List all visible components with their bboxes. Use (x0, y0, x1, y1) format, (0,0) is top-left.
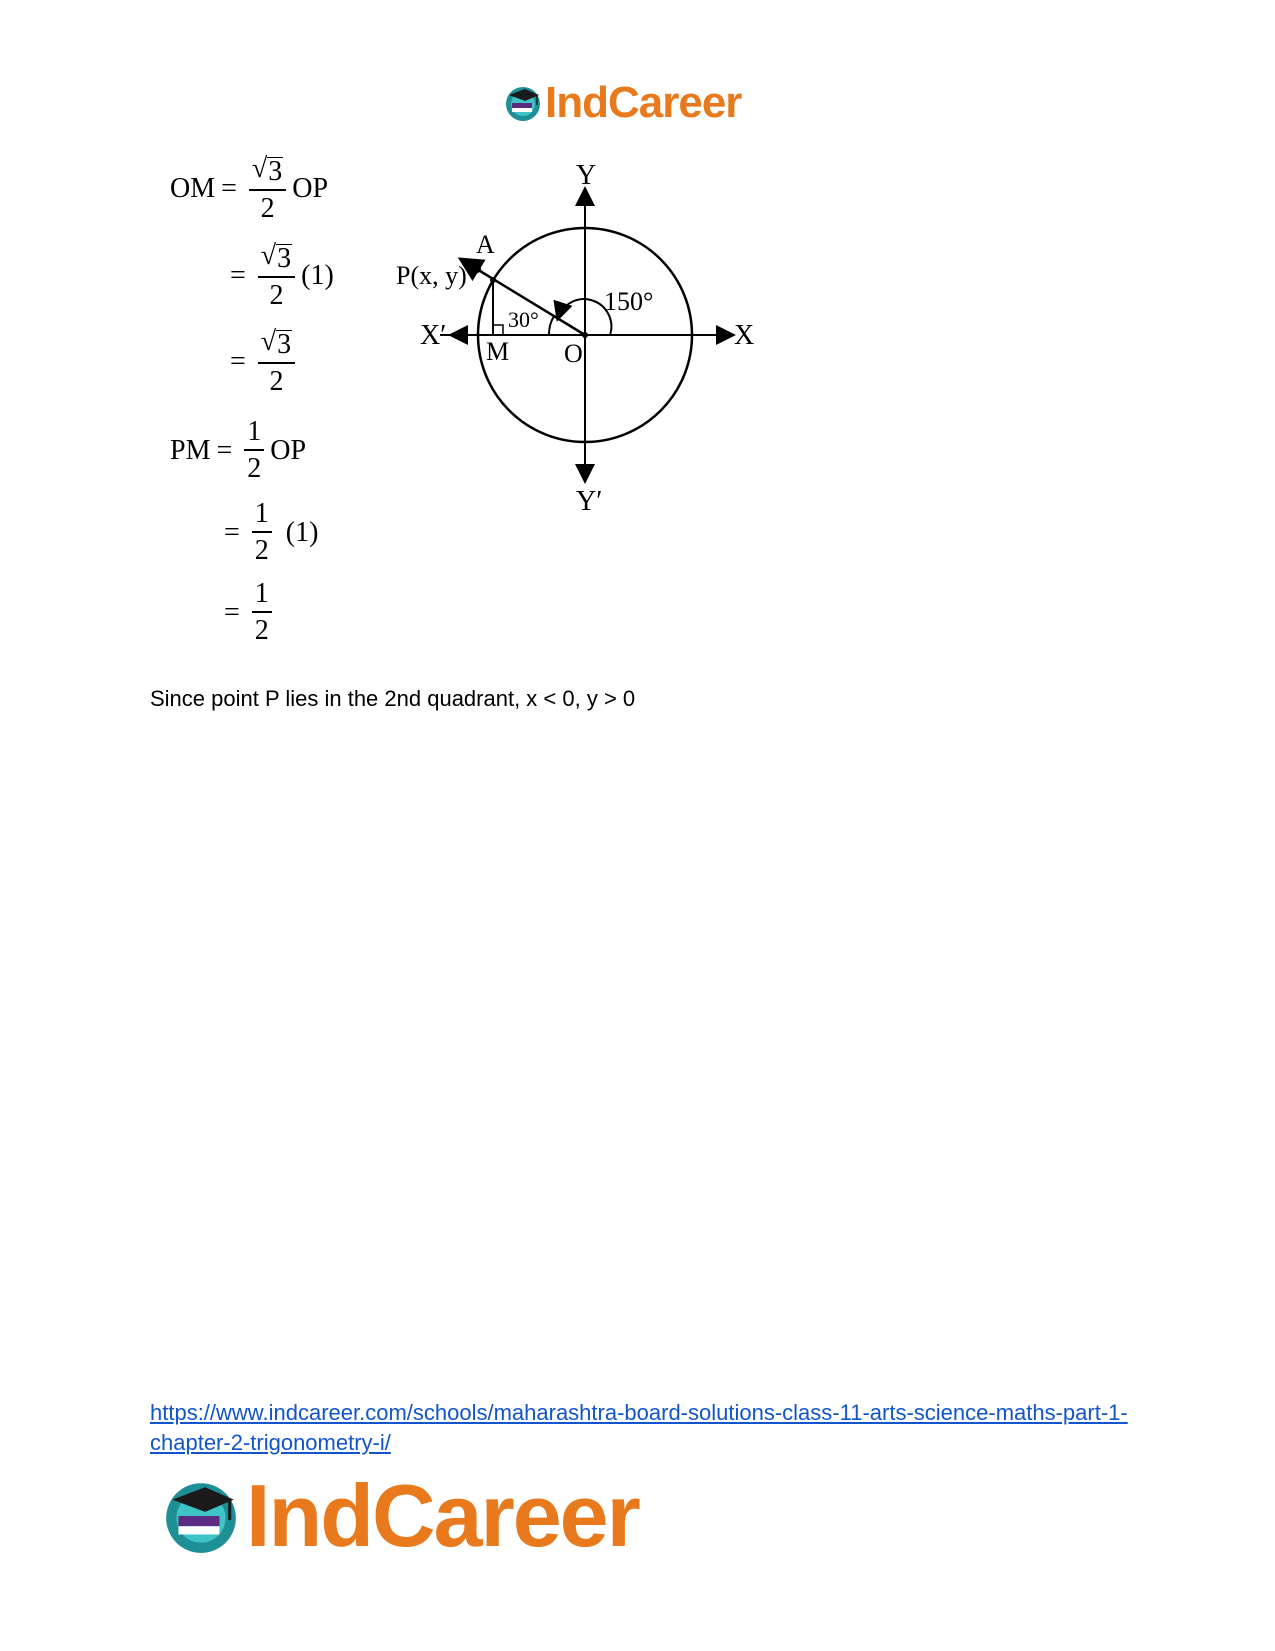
om-line-2: = √ 3 2 (1) (230, 240, 334, 311)
pm-line-1: PM = $\frac{1}{2}$ OP (170, 416, 307, 484)
label-y: Y (576, 160, 597, 191)
quadrant-note: Since point P lies in the 2nd quadrant, x < 0, y > 0 (150, 686, 636, 711)
graduation-cap-icon (160, 1475, 242, 1557)
right-angle-mark (493, 325, 503, 335)
op-label: OP (292, 173, 329, 204)
logo-wordmark: IndCareer (246, 1466, 639, 1565)
equals-sign: = (221, 173, 237, 204)
point-a (473, 265, 481, 273)
label-x: X (734, 320, 755, 351)
fraction: $\frac{1}{2}$ (244, 418, 264, 483)
label-angle-150: 150° (604, 287, 654, 316)
fraction: $\frac{1}{2}$ (252, 500, 272, 565)
indcareer-logo-bottom (160, 1465, 639, 1567)
label-a: A (476, 230, 495, 259)
fraction: √ 3 2 (258, 328, 295, 396)
fraction: $\frac{1}{2}$ (252, 580, 272, 645)
pm-line-2: = $\frac{1}{2}$ (1) (224, 498, 319, 566)
fraction: √ 3 2 (249, 155, 286, 223)
label-x-prime: X′ (420, 320, 447, 351)
logo-wordmark: IndCareer (545, 78, 742, 127)
source-url-link[interactable]: https://www.indcareer.com/schools/maharashtra-board-solutions-class-11-arts-science-maths-part-1-chapter-2-trigonometry-i/ (150, 1400, 1128, 1455)
graduation-cap-icon (503, 83, 543, 123)
om-label: OM (170, 173, 216, 204)
om-line-3: = √ 3 2 (224, 328, 301, 396)
angle-arc-30 (549, 316, 554, 335)
unit-circle-diagram (390, 150, 760, 520)
pm-line-3: = $\frac{1}{2}$ (218, 580, 278, 645)
om-line-1 (170, 155, 328, 223)
pm-label: PM (170, 434, 211, 466)
label-angle-30: 30° (508, 307, 539, 332)
origin-point (582, 332, 588, 338)
fraction: √ 3 2 (258, 242, 295, 310)
label-m: M (486, 337, 510, 366)
indcareer-logo-top (503, 78, 741, 128)
label-p: P(x, y) (396, 261, 467, 290)
label-o: O (564, 339, 583, 368)
label-y-prime: Y′ (576, 486, 603, 517)
